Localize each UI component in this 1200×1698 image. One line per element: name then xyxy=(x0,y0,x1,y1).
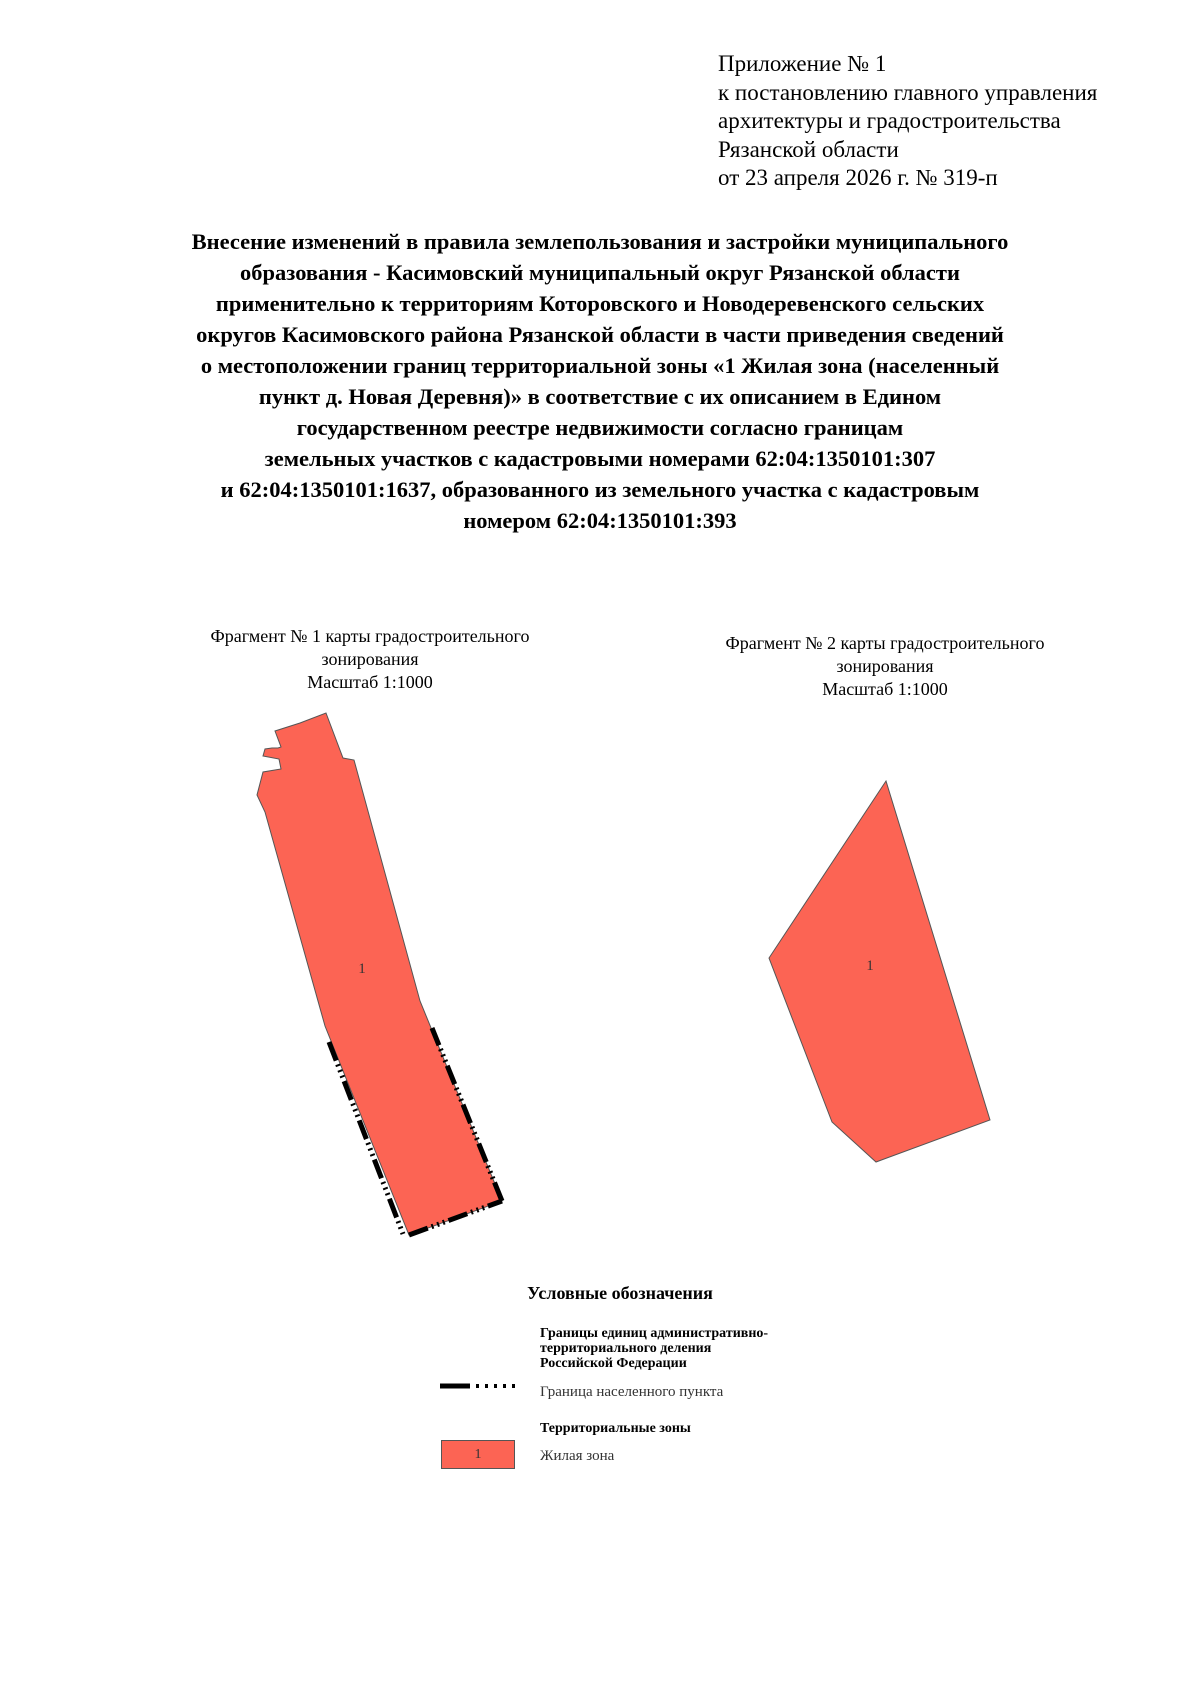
zone-number-label: 1 xyxy=(866,958,874,974)
appendix-line: от 23 апреля 2026 г. № 319-п xyxy=(718,165,998,190)
caption-line: Фрагмент № 2 карты градостроительного xyxy=(725,633,1045,653)
legend-admin-heading xyxy=(540,1326,768,1371)
caption-line: Фрагмент № 1 карты градостроительного xyxy=(210,626,530,646)
caption-line: Масштаб 1:1000 xyxy=(307,672,433,692)
boundary-line-sample xyxy=(440,1381,520,1391)
residential-zone-swatch: 1 xyxy=(441,1440,515,1469)
legend-heading-line: Российской Федерации xyxy=(540,1356,687,1371)
residential-zone-polygon xyxy=(769,781,990,1162)
title-line: применительно к территориям Которовского и Новодеревенского сельских xyxy=(215,291,985,316)
legend-zone-label: Жилая зона xyxy=(540,1448,615,1464)
title-line: Внесение изменений в правила землепользования и застройки муниципального xyxy=(191,229,1009,254)
title-line: пункт д. Новая Деревня)» в соответствие с их описанием в Едином xyxy=(258,384,942,409)
zone-number-label: 1 xyxy=(358,961,366,977)
legend-zones-heading: Территориальные зоны xyxy=(540,1421,691,1436)
title-line: земельных участков с кадастровыми номерами 62:04:1350101:307 xyxy=(264,446,936,471)
appendix-line: к постановлению главного управления xyxy=(718,79,1098,105)
title-line: образования - Касимовский муниципальный округ Рязанской области xyxy=(240,260,960,285)
title-line: округов Касимовского района Рязанской области в части приведения сведений xyxy=(196,322,1004,347)
fragment-2-map xyxy=(769,781,990,1162)
title-line: о местоположении границ территориальной зоны «1 Жилая зона (населенный xyxy=(200,353,1000,378)
caption-line: зонирования xyxy=(321,649,419,669)
appendix-line: архитектуры и градостроительства xyxy=(718,108,1061,133)
title-line: и 62:04:1350101:1637, образованного из земельного участка с кадастровым xyxy=(220,477,980,502)
legend-heading-line: территориального деления xyxy=(540,1341,712,1356)
fragment-1-map xyxy=(257,713,502,1235)
legend-title: Условные обозначения xyxy=(527,1283,713,1303)
residential-zone-polygon xyxy=(257,713,502,1235)
legend-heading-line: Границы единиц административно- xyxy=(540,1326,769,1341)
caption-line: зонирования xyxy=(836,656,934,676)
legend-boundary-label: Граница населенного пункта xyxy=(540,1384,724,1400)
appendix-line: Рязанской области xyxy=(718,136,899,162)
title-line: государственном реестре недвижимости согласно границам xyxy=(296,415,904,440)
caption-line: Масштаб 1:1000 xyxy=(822,679,948,699)
appendix-line: Приложение № 1 xyxy=(718,51,887,76)
title-line: номером 62:04:1350101:393 xyxy=(463,508,737,533)
